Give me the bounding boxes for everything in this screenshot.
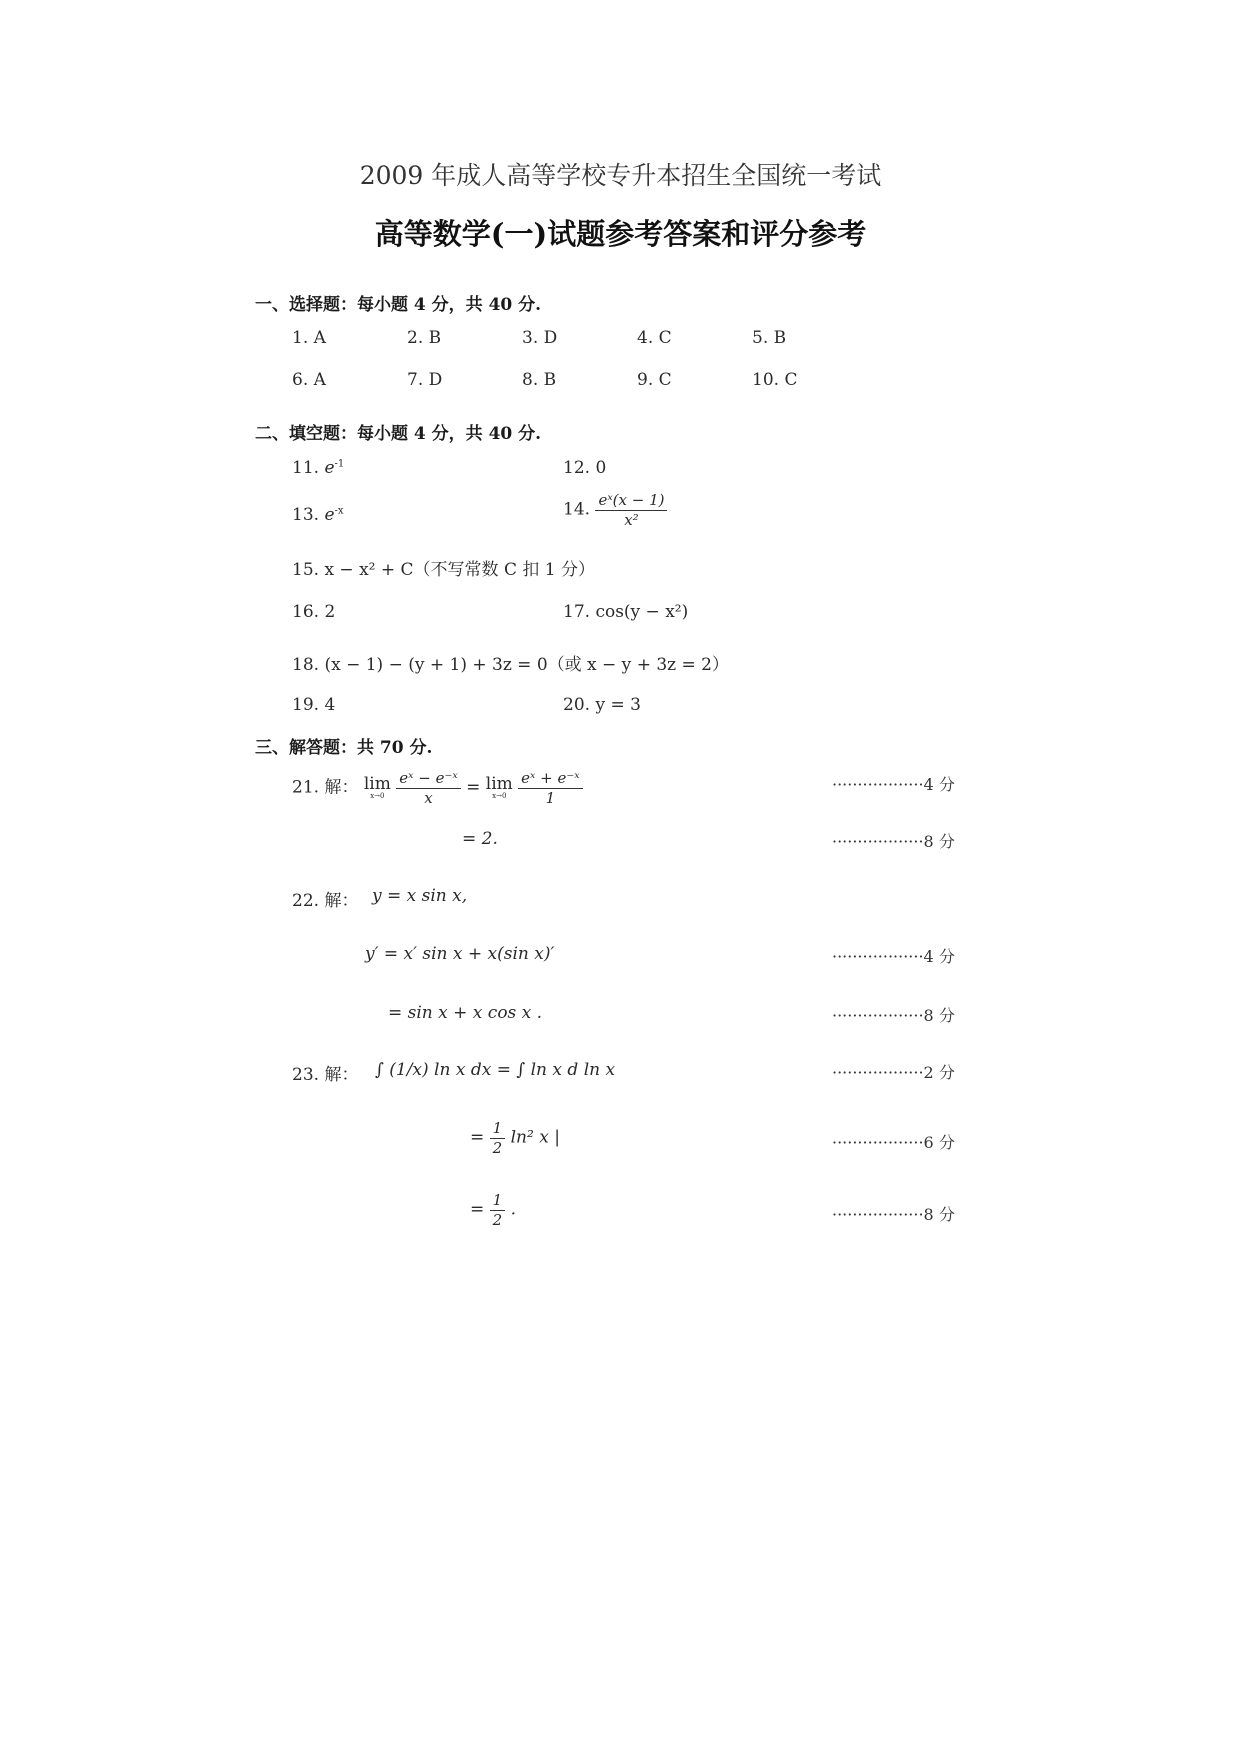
fill-answer-19: 19. 4 (292, 695, 336, 715)
fraction: $\frac{1}{2}$ (490, 1192, 506, 1228)
solution-23-line3: = $\frac{1}{2}$ . (470, 1191, 517, 1229)
document-title: 高等数学(一)试题参考答案和评分参考 (374, 217, 867, 251)
solution-23-line1: ∫ (1/x) ln x dx = ∫ ln x d ln x (375, 1060, 616, 1080)
solution-22-line1: y = x sin x, (372, 886, 468, 906)
exam-title: 2009 年成人高等学校专升本招生全国统一考试 (359, 161, 882, 190)
fill-answer-15: 15. x − x² + C（不写常数 C 扣 1 分） (292, 560, 595, 580)
solution-22-label: 22. 解： (292, 891, 359, 911)
mc-answer-3: 3. D (522, 328, 558, 348)
mc-answer-1: 1. A (292, 328, 326, 348)
score-23-3: ··················8 分 (832, 1205, 955, 1224)
mc-answer-4: 4. C (637, 328, 672, 348)
mc-answer-7: 7. D (407, 370, 443, 390)
score-23-1: ··················2 分 (832, 1063, 955, 1082)
fill-answer-14: 14. $\frac{\text{eˣ(x − 1)}}{\text{x²}}$ (563, 492, 667, 528)
fraction: $\frac{\text{eˣ − e⁻ˣ}}{x}$ (396, 770, 460, 806)
fill-answer-20: 20. y = 3 (563, 695, 641, 715)
score-22-1: ··················4 分 (832, 947, 955, 966)
solution-22-line2: y′ = x′ sin x + x(sin x)′ (365, 944, 555, 964)
mc-answer-8: 8. B (522, 370, 557, 390)
mc-answer-2: 2. B (407, 328, 442, 348)
fraction: $\frac{1}{2}$ (490, 1120, 506, 1156)
fill-answer-12: 12. 0 (563, 458, 607, 478)
section1-heading: 一、选择题：每小题 4 分，共 40 分. (255, 295, 542, 315)
score-21-1: ··················4 分 (832, 775, 955, 794)
fill-answer-16: 16. 2 (292, 602, 336, 622)
solution-23-label: 23. 解： (292, 1065, 359, 1085)
score-21-2: ··················8 分 (832, 832, 955, 851)
mc-answer-5: 5. B (752, 328, 787, 348)
score-23-2: ··················6 分 (832, 1133, 955, 1152)
solution-21-line1: 21. 解： lim x→0 $\frac{\text{eˣ − e⁻ˣ}}{x}$ = lim x→0 $\frac{\text{eˣ + e⁻ˣ}}{1}$ (292, 770, 583, 806)
fraction: $\frac{\text{eˣ + e⁻ˣ}}{1}$ (518, 770, 582, 806)
fill-answer-17: 17. cos(y − x²) (563, 602, 689, 622)
solution-22-line3: = sin x + x cos x . (388, 1003, 543, 1023)
fill-answer-18: 18. (x − 1) − (y + 1) + 3z = 0（或 x − y + 3z = 2） (292, 655, 729, 675)
mc-answer-10: 10. C (752, 370, 798, 390)
section2-heading: 二、填空题：每小题 4 分，共 40 分. (255, 424, 542, 444)
fill-answer-13: 13. $e^{-x}$ (292, 505, 344, 525)
limit: lim x→0 (485, 774, 513, 800)
mc-answer-6: 6. A (292, 370, 326, 390)
solution-21-line2: = 2. (462, 829, 498, 849)
solution-23-line2: = $\frac{1}{2}$ ln² x | (470, 1119, 560, 1157)
limit: lim x→0 (363, 774, 391, 800)
score-22-2: ··················8 分 (832, 1006, 955, 1025)
fill-answer-11: 11. $e^{-1}$ (292, 458, 345, 478)
section3-heading: 三、解答题：共 70 分. (255, 738, 433, 758)
mc-answer-9: 9. C (637, 370, 672, 390)
fraction: $\frac{\text{eˣ(x − 1)}}{\text{x²}}$ (595, 492, 667, 528)
